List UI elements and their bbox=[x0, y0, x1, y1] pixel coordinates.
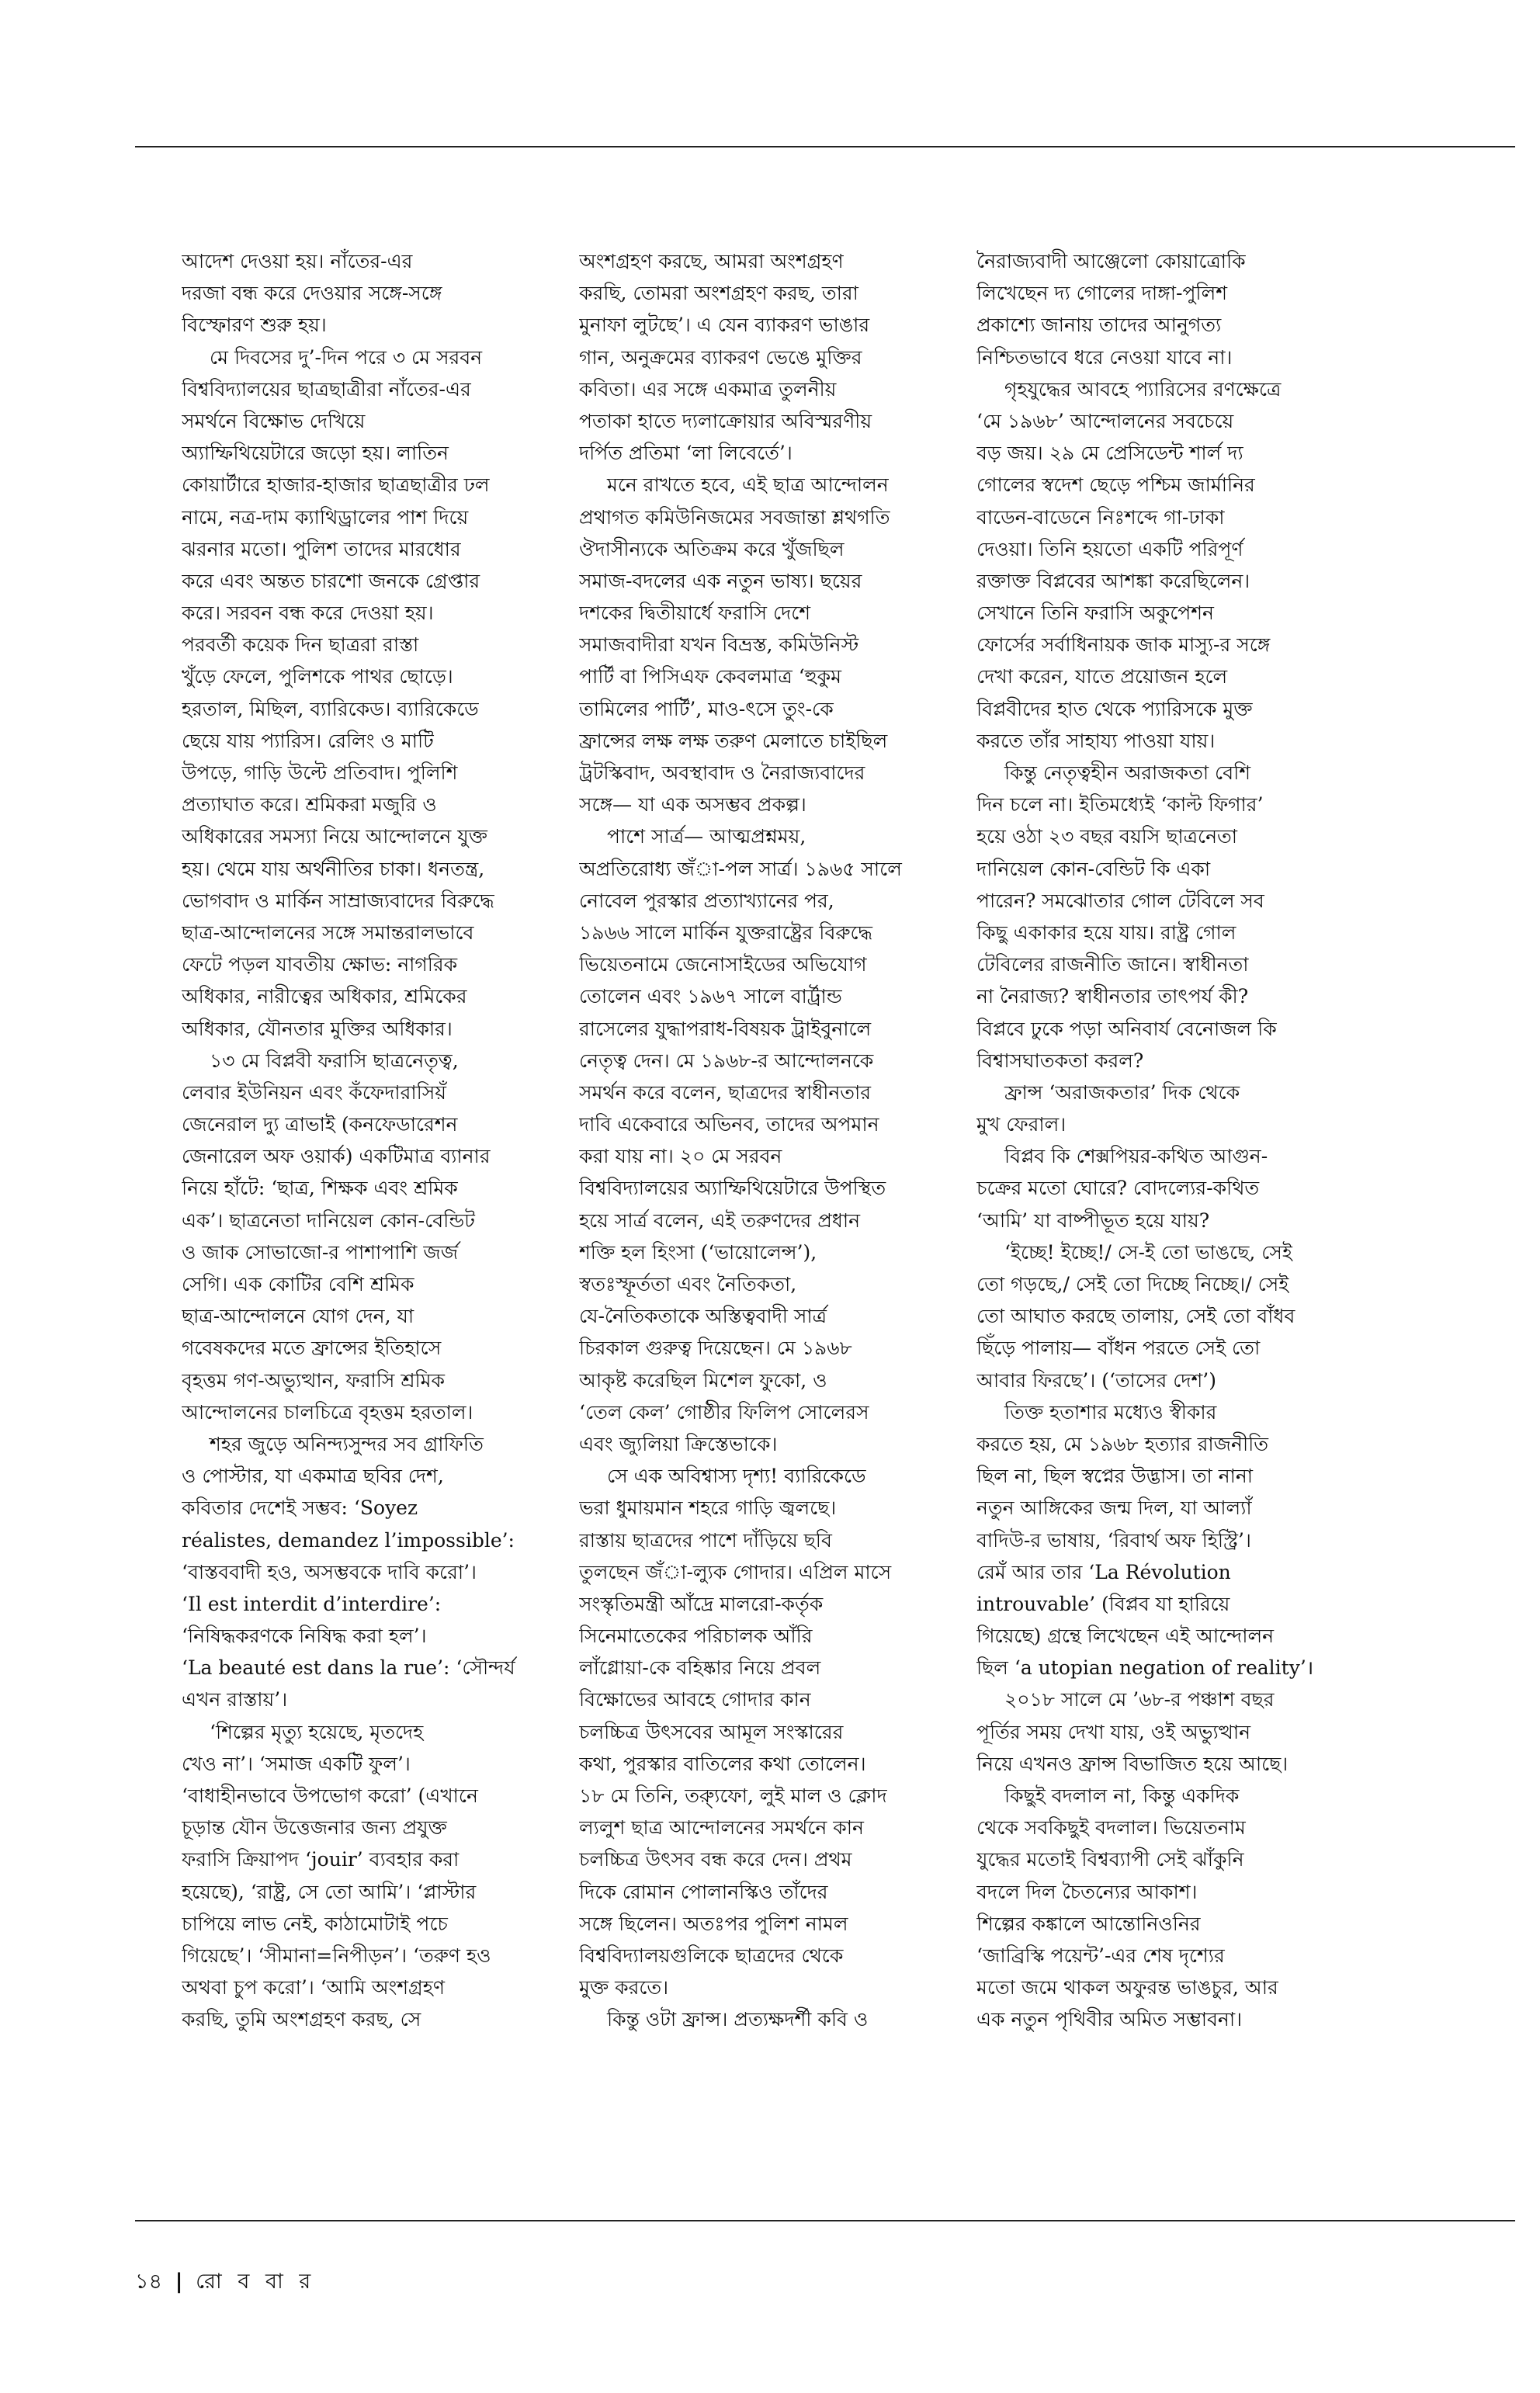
text-line: কিছু একাকার হয়ে যায়। রাষ্ট্র গোল bbox=[976, 921, 1237, 944]
text-line: ও জাক সোভাজো-র পাশাপাশি জর্জ bbox=[182, 1240, 459, 1264]
text-line: পতাকা হাতে দ্যলাক্রোয়ার অবিস্মরণীয় bbox=[579, 409, 872, 432]
text-line: চক্রের মতো ঘোরে? বোদল্যের-কথিত bbox=[976, 1177, 1260, 1200]
text-line: আবার ফিরছে’। (‘তাসের দেশ’) bbox=[976, 1368, 1216, 1392]
text-line: সমর্থনে বিক্ষোভ দেখিয়ে bbox=[182, 409, 366, 432]
text-line: আকৃষ্ট করেছিল মিশেল ফুকো, ও bbox=[579, 1368, 827, 1392]
page-footer bbox=[135, 2266, 315, 2298]
text-line: তোলেন এবং ১৯৬৭ সালে বার্ট্রান্ড bbox=[579, 985, 842, 1008]
text-line: দিন চলে না। ইতিমধ্যেই ‘কাল্ট ফিগার’ bbox=[976, 793, 1264, 817]
text-line: কথা, পুরস্কার বাতিলের কথা তোলেন। bbox=[579, 1752, 866, 1775]
text-line: বিস্ফোরণ শুরু হয়। bbox=[182, 314, 327, 337]
text-line: করতে তাঁর সাহায্য পাওয়া যায়। bbox=[976, 729, 1216, 752]
text-line: সঙ্গে— যা এক অসম্ভব প্রকল্প। bbox=[579, 793, 806, 817]
text-line: ফরাসি ক্রিয়াপদ ‘jouir’ ব্যবহার করা bbox=[182, 1848, 460, 1871]
text-line: সংস্কৃতিমন্ত্রী আঁদ্রে মালরো-কর্তৃক bbox=[579, 1592, 824, 1615]
text-line: শিল্পের কঙ্কালে আন্তোনিওনির bbox=[976, 1912, 1201, 1935]
text-line: হয়ে সার্ত্র বলেন, এই তরুণদের প্রধান bbox=[579, 1209, 861, 1232]
text-line: তুলছেন জঁা-ল্যুক গোদার। এপ্রিল মাসে bbox=[579, 1560, 892, 1583]
text-line: দাবি একেবারে অভিনব, তাদের অপমান bbox=[579, 1113, 879, 1136]
text-line: হয়ে ওঠা ২৩ বছর বয়সি ছাত্রনেতা bbox=[976, 825, 1238, 848]
text-line: তো আঘাত করছে তালায়, সেই তো বাঁধব bbox=[976, 1305, 1295, 1328]
text-line: ‘জাব্রিস্কি পয়েন্ট’-এর শেষ দৃশ্যের bbox=[976, 1944, 1225, 1967]
text-line: ভোগবাদ ও মার্কিন সাম্রাজ্যবাদের বিরুদ্ধে bbox=[182, 889, 494, 912]
text-line: réalistes, demandez l’impossible’: bbox=[182, 1528, 515, 1552]
text-line: ১৮ মে তিনি, ত্র্যুফো, লুই মাল ও ক্লোদ bbox=[579, 1784, 887, 1807]
text-line: সিনেমাতেকের পরিচালক আঁরি bbox=[579, 1625, 813, 1648]
text-line: ছিঁড়ে পালায়— বাঁধন পরতে সেই তো bbox=[976, 1337, 1261, 1360]
text-line: ফোর্সের সর্বাধিনায়ক জাক মাস্যু-র সঙ্গে bbox=[976, 633, 1271, 657]
text-line: গবেষকদের মতে ফ্রান্সের ইতিহাসে bbox=[182, 1337, 442, 1360]
text-line: ‘Il est interdit d’interdire’: bbox=[182, 1592, 442, 1615]
text-line: ছাত্র-আন্দোলনের সঙ্গে সমান্তরালভাবে bbox=[182, 921, 474, 944]
text-line: করতে হয়, মে ১৯৬৮ হত্যার রাজনীতি bbox=[976, 1432, 1269, 1455]
text-line: বড় জয়। ২৯ মে প্রেসিডেন্ট শার্ল দ্য bbox=[976, 442, 1243, 465]
text-line: বিশ্ববিদ্যালয়ের ছাত্রছাত্রীরা নাঁতের-এর bbox=[182, 377, 471, 401]
text-line: খেও না’। ‘সমাজ একটি ফুল’। bbox=[182, 1752, 411, 1775]
text-line: ‘ইচ্ছে! ইচ্ছে!/ সে-ই তো ভাঙছে, সেই bbox=[1004, 1240, 1292, 1264]
text-line: না নৈরাজ্য? স্বাধীনতার তাৎপর্য কী? bbox=[976, 985, 1249, 1008]
text-line: নামে, নত্র-দাম ক্যাথিড্রালের পাশ দিয়ে bbox=[182, 505, 469, 529]
text-line: হরতাল, মিছিল, ব্যারিকেড। ব্যারিকেডে bbox=[182, 697, 479, 720]
text-line: ‘তেল কেল’ গোষ্ঠীর ফিলিপ সোলেরস bbox=[579, 1400, 869, 1424]
text-line: বিশ্ববিদ্যালয়ের অ্যাম্ফিথিয়েটারে উপস্থিত bbox=[579, 1177, 886, 1200]
text-line: ফ্রান্সের লক্ষ লক্ষ তরুণ মেলাতে চাইছিল bbox=[579, 729, 888, 752]
text-line: দরজা বন্ধ করে দেওয়ার সঙ্গে-সঙ্গে bbox=[182, 282, 442, 305]
text-line: চিরকাল গুরুত্ব দিয়েছেন। মে ১৯৬৮ bbox=[579, 1337, 852, 1360]
text-line: রক্তাক্ত বিপ্লবের আশঙ্কা করেছিলেন। bbox=[976, 569, 1250, 592]
text-line: গান, অনুক্রমের ব্যাকরণ ভেঙে মুক্তির bbox=[579, 345, 862, 369]
text-line: আদেশ দেওয়া হয়। নাঁতের-এর bbox=[182, 250, 413, 272]
text-line: গিয়েছে’। ‘সীমানা=নিপীড়ন’। ‘তরুণ হও bbox=[182, 1944, 491, 1967]
text-line: তিক্ত হতাশার মধ্যেও স্বীকার bbox=[1004, 1400, 1217, 1424]
text-line: দেওয়া। তিনি হয়তো একটি পরিপূর্ণ bbox=[976, 537, 1243, 560]
text-line: বিশ্ববিদ্যালয়গুলিকে ছাত্রদের থেকে bbox=[579, 1944, 844, 1967]
text-line: ‘বাস্তববাদী হও, অসম্ভবকে দাবি করো’। bbox=[182, 1560, 477, 1583]
text-line: পরবর্তী কয়েক দিন ছাত্ররা রাস্তা bbox=[182, 633, 419, 657]
text-line: এক’। ছাত্রনেতা দানিয়েল কোন-বেন্ডিট bbox=[182, 1209, 475, 1232]
text-line: রাস্তায় ছাত্রদের পাশে দাঁড়িয়ে ছবি bbox=[579, 1528, 832, 1552]
magazine-name: রো ব বা র bbox=[196, 2270, 316, 2294]
text-line: ও পোস্টার, যা একমাত্র ছবির দেশ, bbox=[182, 1465, 444, 1488]
text-line: নোবেল পুরস্কার প্রত্যাখ্যানের পর, bbox=[579, 889, 834, 912]
text-line: সমাজবাদীরা যখন বিভ্রস্ত, কমিউনিস্ট bbox=[579, 633, 859, 657]
text-line: অধিকারের সমস্যা নিয়ে আন্দোলনে যুক্ত bbox=[182, 825, 487, 848]
text-line: স্বতঃস্ফূর্ততা এবং নৈতিকতা, bbox=[579, 1273, 797, 1295]
text-line: ছিল ‘a utopian negation of reality’। bbox=[976, 1656, 1314, 1680]
text-line: ভরা ধুমায়মান শহরে গাড়ি জ্বলছে। bbox=[579, 1496, 837, 1520]
text-line: করা যায় না। ২০ মে সরবন bbox=[579, 1145, 782, 1168]
text-line: পাশে সার্ত্র— আত্মপ্রশ্নময়, bbox=[607, 825, 806, 848]
text-line: এবং জ্যুলিয়া ক্রিস্তেভাকে। bbox=[579, 1432, 778, 1455]
text-line: ‘শিল্পের মৃত্যু হয়েছে, মৃতদেহ bbox=[210, 1720, 424, 1743]
article-column-2 bbox=[579, 245, 945, 2178]
text-line: introuvable’ (বিপ্লব যা হারিয়ে bbox=[976, 1592, 1230, 1615]
text-line: নৈরাজ্যবাদী আঞ্জেলো কোয়াত্রোকি bbox=[976, 250, 1246, 272]
text-line: চলচ্চিত্র উৎসব বন্ধ করে দেন। প্রথম bbox=[579, 1848, 852, 1871]
text-line: ছেয়ে যায় প্যারিস। রেলিং ও মাটি bbox=[182, 729, 434, 752]
text-line: সঙ্গে ছিলেন। অতঃপর পুলিশ নামল bbox=[579, 1912, 848, 1935]
text-line: এক নতুন পৃথিবীর অমিত সম্ভাবনা। bbox=[976, 2008, 1243, 2031]
text-line: ‘নিষিদ্ধকরণকে নিষিদ্ধ করা হল’। bbox=[182, 1625, 427, 1648]
text-line: টেবিলের রাজনীতি জানে। স্বাধীনতা bbox=[976, 953, 1249, 976]
text-line: নেতৃত্ব দেন। মে ১৯৬৮-র আন্দোলনকে bbox=[579, 1049, 874, 1072]
text-line: করে। সরবন বন্ধ করে দেওয়া হয়। bbox=[182, 602, 434, 625]
text-line: হয়। থেমে যায় অর্থনীতির চাকা। ধনতন্ত্র, bbox=[182, 857, 485, 880]
text-line: ছিল না, ছিল স্বপ্নের উদ্ভাস। তা নানা bbox=[976, 1465, 1254, 1488]
text-line: করে এবং অন্তত চারশো জনকে গ্রেপ্তার bbox=[182, 569, 480, 592]
article-column-1 bbox=[182, 245, 548, 2178]
text-line: রেমঁ আর তার ‘La Révolution bbox=[976, 1560, 1231, 1583]
text-line: শক্তি হল হিংসা (‘ভায়োলেন্স’), bbox=[579, 1240, 817, 1264]
text-line: যুদ্ধের মতোই বিশ্বব্যাপী সেই ঝাঁকুনি bbox=[976, 1848, 1244, 1871]
text-line: দিকে রোমান পোলানস্কিও তাঁদের bbox=[579, 1880, 828, 1903]
text-line: গৃহযুদ্ধের আবহে প্যারিসের রণক্ষেত্রে bbox=[1004, 377, 1282, 401]
text-line: করছি, তোমরা অংশগ্রহণ করছ, তারা bbox=[579, 282, 858, 305]
text-line: দর্পিত প্রতিমা ‘লা লিবের্তে’। bbox=[579, 442, 793, 465]
text-line: বিক্ষোভের আবহে গোদার কান bbox=[579, 1688, 811, 1712]
text-line: দশকের দ্বিতীয়ার্ধে ফরাসি দেশে bbox=[579, 602, 811, 625]
text-line: ফ্রান্স ‘অরাজকতার’ দিক থেকে bbox=[1004, 1080, 1240, 1104]
text-line: ঝরনার মতো। পুলিশ তাদের মারধোর bbox=[182, 537, 461, 560]
text-line: ২০১৮ সালে মে ’৬৮-র পঞ্চাশ বছর bbox=[1004, 1688, 1275, 1712]
text-line: ছাত্র-আন্দোলনে যোগ দেন, যা bbox=[182, 1305, 414, 1328]
text-line: অধিকার, নারীত্বের অধিকার, শ্রমিকের bbox=[182, 985, 467, 1008]
text-line: বিশ্বাসঘাতকতা করল? bbox=[976, 1049, 1144, 1072]
text-line: ট্রটস্কিবাদ, অবস্থাবাদ ও নৈরাজ্যবাদের bbox=[579, 761, 865, 784]
text-line: ভিয়েতনামে জেনোসাইডের অভিযোগ bbox=[579, 953, 867, 976]
text-line: নিশ্চিতভাবে ধরে নেওয়া যাবে না। bbox=[976, 345, 1233, 369]
text-line: প্রথাগত কমিউনিজমের সবজান্তা শ্লথগতি bbox=[579, 505, 890, 529]
text-line: তো গড়ছে,/ সেই তো দিচ্ছে নিচ্ছে।/ সেই bbox=[976, 1273, 1289, 1295]
text-line: অধিকার, যৌনতার মুক্তির অধিকার। bbox=[182, 1017, 453, 1040]
text-line: পারেন? সমঝোতার গোল টেবিলে সব bbox=[976, 889, 1264, 912]
text-line: প্রকাশ্যে জানায় তাদের আনুগত্য bbox=[976, 314, 1222, 337]
text-line: সেগি। এক কোটির বেশি শ্রমিক bbox=[182, 1273, 414, 1295]
text-line: ‘La beauté est dans la rue’: ‘সৌন্দর্য bbox=[182, 1656, 515, 1680]
text-line: অংশগ্রহণ করছে, আমরা অংশগ্রহণ bbox=[579, 250, 844, 272]
text-line: মতো জমে থাকল অফুরন্ত ভাঙচুর, আর bbox=[976, 1976, 1278, 1999]
text-line: অথবা চুপ করো’। ‘আমি অংশগ্রহণ bbox=[182, 1976, 446, 1999]
text-line: চূড়ান্ত যৌন উত্তেজনার জন্য প্রযুক্ত bbox=[182, 1816, 447, 1840]
top-rule bbox=[135, 146, 1515, 147]
text-line: সেখানে তিনি ফরাসি অকুপেশন bbox=[976, 602, 1214, 625]
text-line: জেনেরাল দ্যু ত্রাভাই (কনফেডারেশন bbox=[182, 1113, 458, 1136]
text-line: উপড়ে, গাড়ি উল্টে প্রতিবাদ। পুলিশি bbox=[182, 761, 458, 784]
text-line: মুনাফা লুটছে’। এ যেন ব্যাকরণ ভাঙার bbox=[579, 314, 870, 337]
text-line: হয়েছে), ‘রাষ্ট্র, সে তো আমি’। ‘প্লাস্টার bbox=[182, 1880, 477, 1903]
text-line: জেনারেল অফ ওয়ার্ক) একটিমাত্র ব্যানার bbox=[182, 1145, 491, 1168]
text-line: ল্যলুশ ছাত্র আন্দোলনের সমর্থনে কান bbox=[579, 1816, 864, 1840]
text-line: বৃহত্তম গণ-অভ্যুত্থান, ফরাসি শ্রমিক bbox=[182, 1368, 446, 1392]
text-line: বাডেন-বাডেনে নিঃশব্দে গা-ঢাকা bbox=[976, 505, 1225, 529]
text-line: বিপ্লবীদের হাত থেকে প্যারিসকে মুক্ত bbox=[976, 697, 1253, 720]
text-line: সে এক অবিশ্বাস্য দৃশ্য! ব্যারিকেডে bbox=[607, 1465, 866, 1488]
text-line: লেবার ইউনিয়ন এবং কঁফেদারাসিয়ঁ bbox=[182, 1080, 447, 1104]
text-line: ১৯৬৬ সালে মার্কিন যুক্তরাষ্ট্রের বিরুদ্ধে bbox=[579, 921, 872, 944]
text-line: নতুন আঙ্গিকের জন্ম দিল, যা আল্যাঁ bbox=[976, 1496, 1252, 1520]
text-line: কবিতা। এর সঙ্গে একমাত্র তুলনীয় bbox=[579, 377, 837, 401]
text-line: গিয়েছে) গ্রন্থে লিখেছেন এই আন্দোলন bbox=[976, 1625, 1275, 1648]
text-line: বিপ্লব কি শেক্সপিয়র-কথিত আগুন- bbox=[1004, 1145, 1268, 1168]
text-line: মুখ ফেরাল। bbox=[976, 1113, 1067, 1136]
text-line: চাপিয়ে লাভ নেই, কাঠামোটাই পচে bbox=[182, 1912, 448, 1935]
text-line: যে-নৈতিকতাকে অস্তিত্ববাদী সার্ত্র bbox=[579, 1305, 827, 1328]
text-line: সমর্থন করে বলেন, ছাত্রদের স্বাধীনতার bbox=[579, 1080, 872, 1104]
text-line: অ্যাম্ফিথিয়েটারে জড়ো হয়। লাতিন bbox=[182, 442, 449, 465]
page-number: ১৪ bbox=[135, 2270, 163, 2294]
text-line: চলচ্চিত্র উৎসবের আমূল সংস্কারের bbox=[579, 1720, 844, 1743]
text-line: কিছুই বদলাল না, কিন্তু একদিক bbox=[1004, 1784, 1240, 1807]
text-line: করছি, তুমি অংশগ্রহণ করছ, সে bbox=[182, 2008, 421, 2031]
text-line: বদলে দিল চৈতন্যের আকাশ। bbox=[976, 1880, 1198, 1903]
text-line: বিপ্লবে ঢুকে পড়া অনিবার্য বেনোজল কি bbox=[976, 1017, 1277, 1040]
text-line: শহর জুড়ে অনিন্দ্যসুন্দর সব গ্রাফিতি bbox=[210, 1432, 484, 1455]
text-line: লিখেছেন দ্য গোলের দাঙ্গা-পুলিশ bbox=[976, 282, 1227, 305]
text-line: ১৩ মে বিপ্লবী ফরাসি ছাত্রনেতৃত্ব, bbox=[210, 1049, 459, 1072]
text-line: ঔদাসীন্যকে অতিক্রম করে খুঁজছিল bbox=[579, 537, 845, 560]
text-line: ‘বাধাহীনভাবে উপভোগ করো’ (এখানে bbox=[182, 1784, 478, 1807]
text-line: এখন রাস্তায়’। bbox=[182, 1688, 288, 1712]
text-line: রাসেলের যুদ্ধাপরাধ-বিষয়ক ট্রাইবুনালে bbox=[579, 1017, 872, 1040]
text-line: আন্দোলনের চালচিত্রে বৃহত্তম হরতাল। bbox=[182, 1400, 473, 1424]
text-line: ‘আমি’ যা বাষ্পীভূত হয়ে যায়? bbox=[976, 1209, 1210, 1232]
text-line: কিন্তু নেতৃত্বহীন অরাজকতা বেশি bbox=[1004, 761, 1251, 784]
text-line: খুঁড়ে ফেলে, পুলিশকে পাথর ছোড়ে। bbox=[182, 665, 453, 688]
article-column-3 bbox=[976, 245, 1343, 2178]
text-line: পূর্তির সময় দেখা যায়, ওই অভ্যুত্থান bbox=[976, 1720, 1251, 1743]
text-line: ‘মে ১৯৬৮’ আন্দোলনের সবচেয়ে bbox=[976, 409, 1234, 432]
text-line: কবিতার দেশেই সম্ভব: ‘Soyez bbox=[182, 1496, 418, 1520]
text-line: পার্টি বা পিসিএফ কেবলমাত্র ‘হুকুম bbox=[579, 665, 841, 688]
bottom-rule bbox=[135, 2220, 1515, 2221]
text-line: দেখা করেন, যাতে প্রয়োজন হলে bbox=[976, 665, 1228, 688]
text-line: গোলের স্বদেশ ছেড়ে পশ্চিম জার্মানির bbox=[976, 473, 1255, 497]
text-line: সমাজ-বদলের এক নতুন ভাষ্য। ছয়ের bbox=[579, 569, 862, 592]
text-line: নিয়ে হাঁটে: ‘ছাত্র, শিক্ষক এবং শ্রমিক bbox=[182, 1177, 458, 1200]
text-line: বাদিউ-র ভাষায়, ‘রিবার্থ অফ হিস্ট্রি’। bbox=[976, 1528, 1251, 1552]
text-line: প্রত্যাঘাত করে। শ্রমিকরা মজুরি ও bbox=[182, 793, 437, 817]
text-line: নিয়ে এখনও ফ্রান্স বিভাজিত হয়ে আছে। bbox=[976, 1752, 1289, 1775]
text-line: মুক্ত করতে। bbox=[579, 1976, 669, 1999]
text-line: ফেটে পড়ল যাবতীয় ক্ষোভ: নাগরিক bbox=[182, 953, 458, 976]
text-line: থেকে সবকিছুই বদলাল। ভিয়েতনাম bbox=[976, 1816, 1246, 1840]
text-line: কোয়ার্টারে হাজার-হাজার ছাত্রছাত্রীর ঢল bbox=[182, 473, 490, 497]
footer-separator: | bbox=[175, 2270, 183, 2294]
text-line: মে দিবসের দু’-দিন পরে ৩ মে সরবন bbox=[210, 345, 483, 369]
text-line: মনে রাখতে হবে, এই ছাত্র আন্দোলন bbox=[607, 473, 889, 497]
text-line: দানিয়েল কোন-বেন্ডিট কি একা bbox=[976, 857, 1211, 880]
text-line: কিন্তু ওটা ফ্রান্স। প্রত্যক্ষদর্শী কবি ও bbox=[607, 2008, 869, 2031]
text-line: অপ্রতিরোধ্য জঁা-পল সার্ত্র। ১৯৬৫ সালে bbox=[579, 857, 902, 880]
text-line: লাঁগ্লোয়া-কে বহিষ্কার নিয়ে প্রবল bbox=[579, 1656, 821, 1680]
text-line: তামিলের পার্টি’, মাও-ৎসে তুং-কে bbox=[579, 697, 834, 720]
